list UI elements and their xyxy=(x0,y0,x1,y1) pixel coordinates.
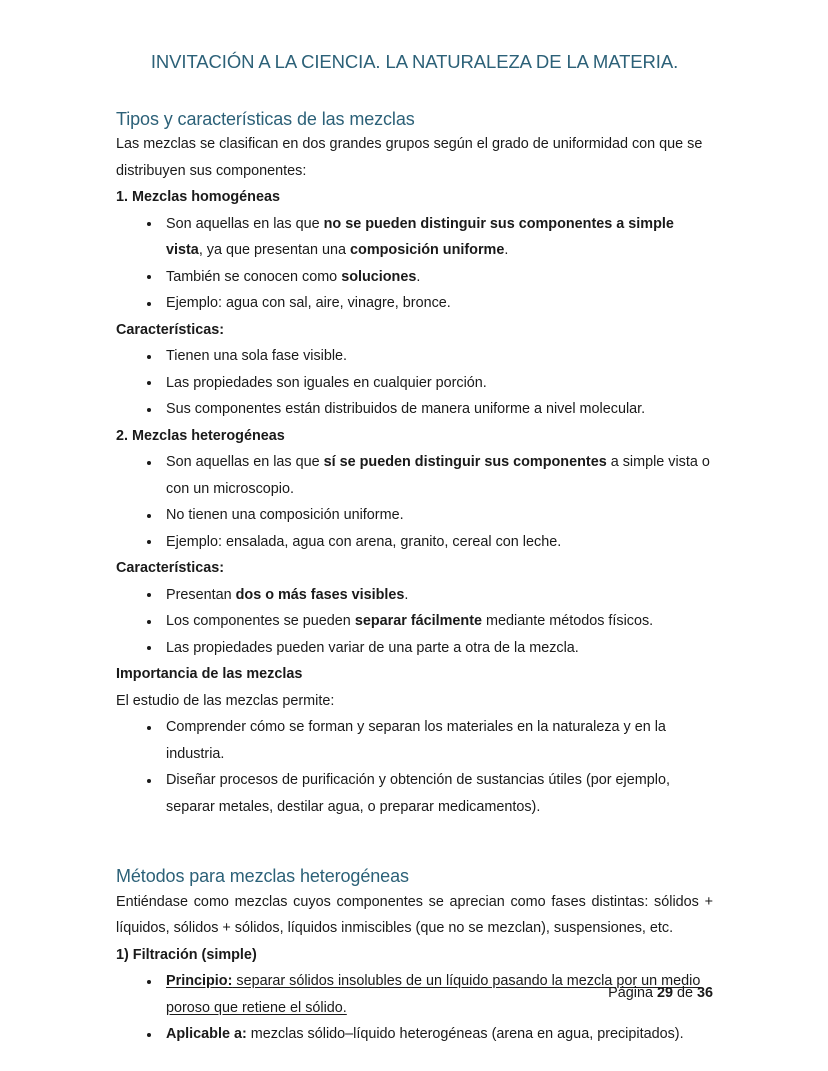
label-mezclas-heterogeneas: 2. Mezclas heterogéneas xyxy=(116,427,285,444)
list-item xyxy=(116,211,713,264)
list-caracteristicas-heterogeneas xyxy=(116,582,713,662)
bullet-text: Los componentes se pueden xyxy=(166,613,355,630)
list-item xyxy=(116,1021,713,1048)
list-importancia xyxy=(116,714,713,820)
list-item xyxy=(116,290,713,317)
list-item xyxy=(116,582,713,609)
list-item xyxy=(116,767,713,820)
bullet-emphasis: composición uniforme xyxy=(350,242,505,259)
footer-total-pages: 36 xyxy=(696,985,713,1001)
bullet-text: También se conocen como xyxy=(166,268,342,285)
bullet-text: Sus componentes están distribuidos de manera uniforme a nivel molecular. xyxy=(166,401,646,418)
intro-paragraph-mezclas: Las mezclas se clasifican en dos grandes grupos según el grado de uniformidad con que se distribuyen sus componentes: xyxy=(116,136,703,179)
bullet-emphasis: Principio: xyxy=(166,973,233,990)
list-item xyxy=(116,608,713,635)
page-footer xyxy=(116,983,713,1003)
bullet-text: . xyxy=(504,242,509,259)
footer-page-number: 29 xyxy=(656,985,673,1001)
document-title: INVITACIÓN A LA CIENCIA. LA NATURALEZA DE LA MATERIA. xyxy=(150,51,679,72)
bullet-text: separar sólidos insolubles de un líquido pasando la mezcla por un medio poroso que retiene el sólido. xyxy=(166,973,701,1016)
list-item xyxy=(116,396,713,423)
bullet-text: Las propiedades pueden variar de una parte a otra de la mezcla. xyxy=(166,639,579,656)
bullet-text: . xyxy=(404,586,409,603)
label-mezclas-homogeneas: 1. Mezclas homogéneas xyxy=(116,189,280,206)
intro-paragraph-metodos: Entiéndase como mezclas cuyos componentes se aprecian como fases distintas: sólidos + líquidos, sólidos + sólidos, líquidos inmiscibles (que no se mezclan), suspensiones, etc. xyxy=(116,893,713,937)
label-importancia-mezclas: Importancia de las mezclas xyxy=(116,666,303,683)
section-heading-metodos: Métodos para mezclas heterogéneas xyxy=(116,866,409,887)
list-caracteristicas-homogeneas xyxy=(116,343,713,423)
footer-prefix: Página xyxy=(608,985,657,1001)
bullet-text: Ejemplo: agua con sal, aire, vinagre, bronce. xyxy=(166,295,451,312)
bullet-text: No tienen una composición uniforme. xyxy=(166,507,404,524)
intro-paragraph-importancia: El estudio de las mezclas permite: xyxy=(116,692,335,709)
bullet-text: Tienen una sola fase visible. xyxy=(166,348,348,365)
list-homogeneas xyxy=(116,211,713,317)
list-item xyxy=(116,343,713,370)
bullet-text: , ya que presentan una xyxy=(198,242,351,259)
list-item xyxy=(116,635,713,662)
bullet-emphasis: soluciones xyxy=(341,268,417,285)
page-content xyxy=(116,0,713,1048)
section-heading-tipos-mezclas: Tipos y características de las mezclas xyxy=(116,109,415,130)
bullet-text: Ejemplo: ensalada, agua con arena, granito, cereal con leche. xyxy=(166,533,562,550)
bullet-text: . xyxy=(416,268,421,285)
bullet-emphasis: no se pueden distinguir sus componentes a simple vista xyxy=(166,215,674,259)
list-heterogeneas xyxy=(116,449,713,555)
bullet-text: Son aquellas en las que xyxy=(166,454,324,471)
bullet-text: Presentan xyxy=(166,586,236,603)
bullet-emphasis: sí se pueden distinguir sus componentes xyxy=(323,454,607,471)
label-caracteristicas-heterogeneas: Características: xyxy=(116,560,224,577)
list-item xyxy=(116,502,713,529)
list-item xyxy=(116,714,713,767)
list-item xyxy=(116,264,713,291)
label-filtracion: 1) Filtración (simple) xyxy=(116,946,257,963)
bullet-text: Comprender cómo se forman y separan los materiales en la naturaleza y en la industria. xyxy=(166,719,666,762)
label-caracteristicas-homogeneas: Características: xyxy=(116,321,224,338)
bullet-emphasis: separar fácilmente xyxy=(354,613,483,630)
bullet-emphasis: Aplicable a: xyxy=(166,1026,247,1043)
list-item xyxy=(116,529,713,556)
bullet-text: Son aquellas en las que xyxy=(166,215,324,232)
bullet-text: mediante métodos físicos. xyxy=(482,613,654,630)
list-item xyxy=(116,370,713,397)
bullet-text: Diseñar procesos de purificación y obtención de sustancias útiles (por ejemplo, separar metales, destilar agua, o preparar medicamentos). xyxy=(166,772,670,815)
bullet-text: mezclas sólido–líquido heterogéneas (arena en agua, precipitados). xyxy=(246,1026,684,1043)
list-item xyxy=(116,449,713,502)
list-filtracion xyxy=(116,968,713,1048)
bullet-emphasis: dos o más fases visibles xyxy=(235,586,405,603)
bullet-text: Las propiedades son iguales en cualquier porción. xyxy=(166,374,487,391)
bullet-text: a simple vista o con un microscopio. xyxy=(166,454,710,497)
footer-middle: de xyxy=(672,985,697,1001)
